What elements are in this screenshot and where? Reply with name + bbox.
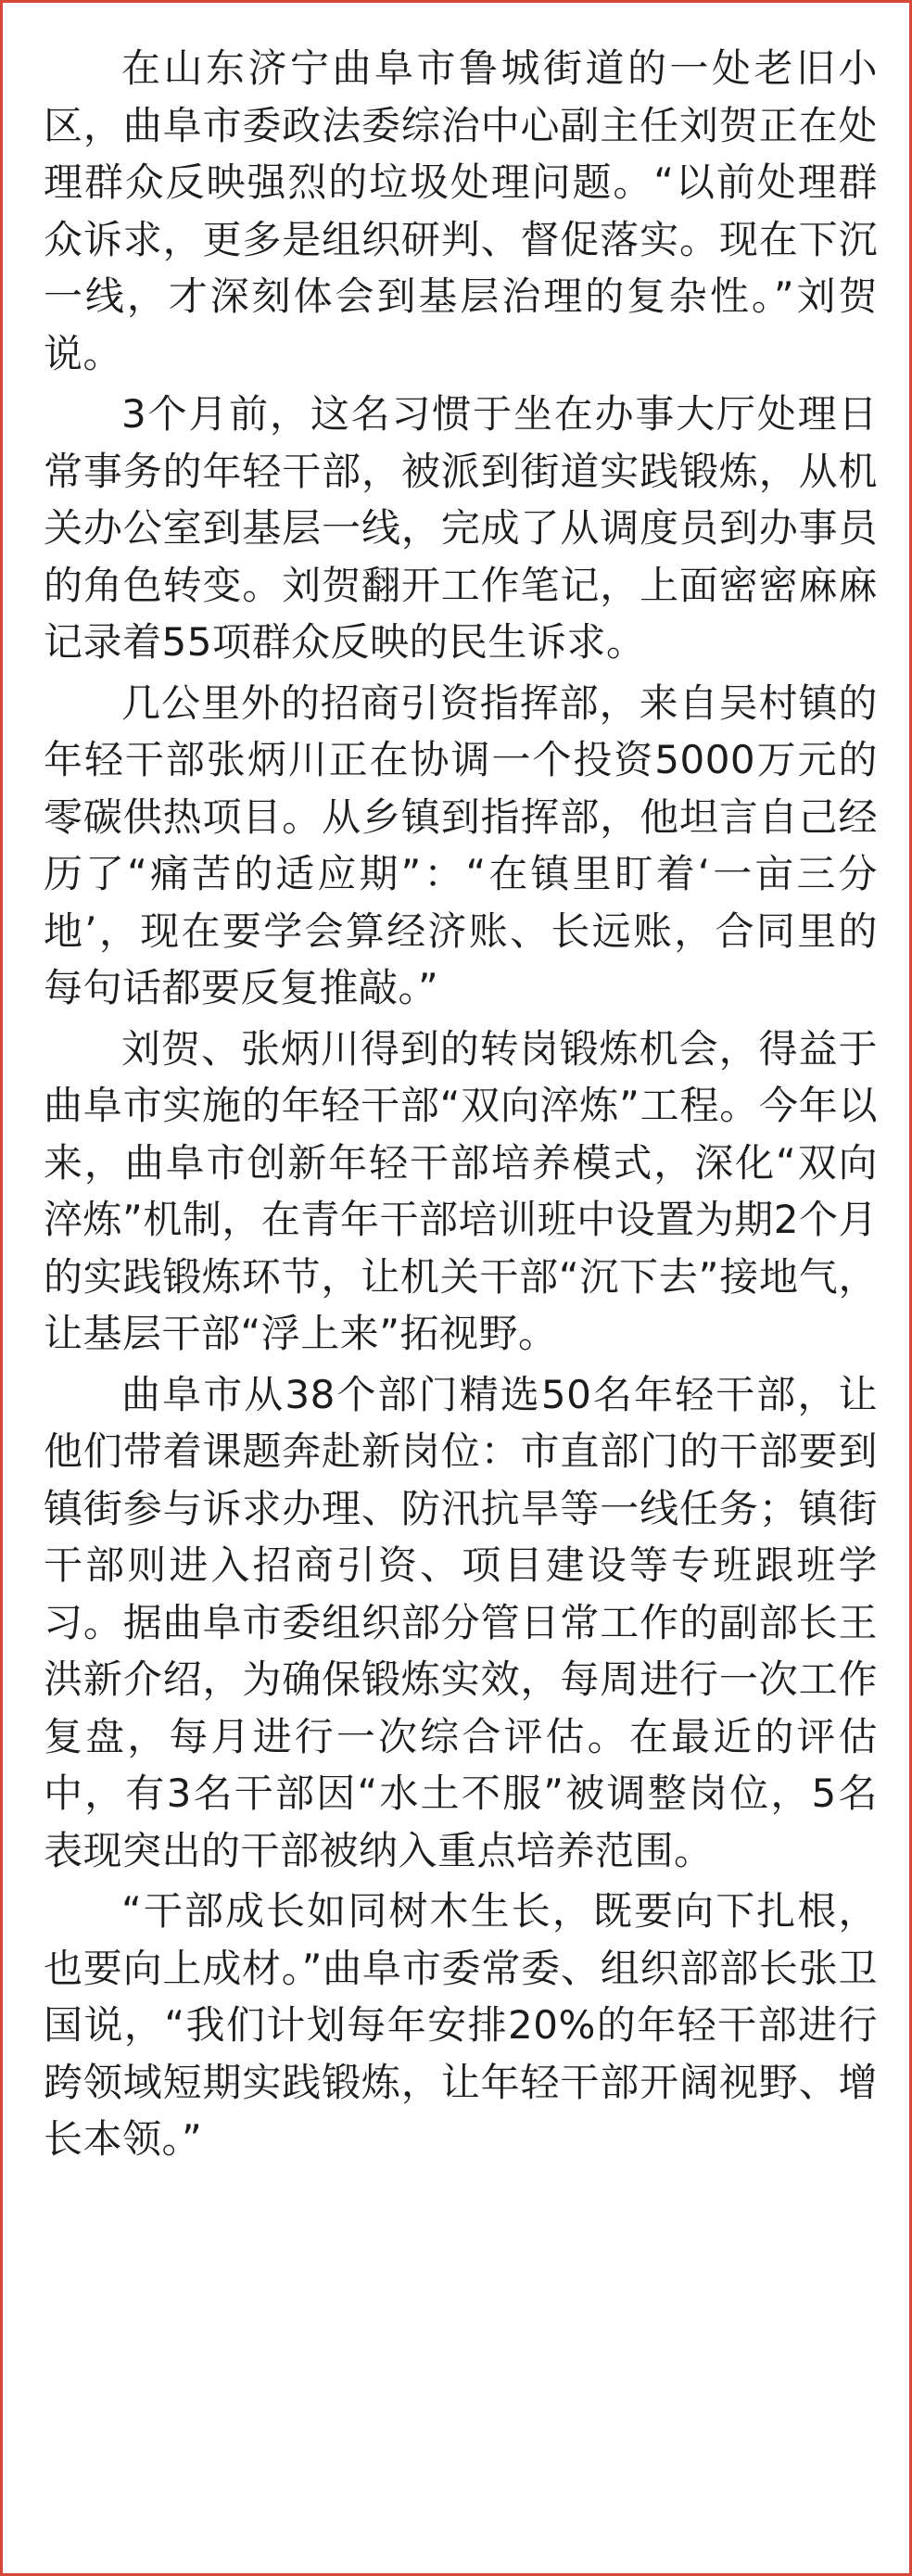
paragraph-5: 曲阜市从38个部门精选50名年轻干部，让他们带着课题奔赴新岗位：市直部门的干部要到镇街参与诉求办理、防汛抗旱等一线任务；镇街干部则进入招商引资、项目建设等专班跟班学习。据曲阜市委组织部分管日常工作的副部长王洪新介绍，为确保锻炼实效，每周进行一次工作复盘，每月进行一次综合评估。在最近的评估中，有3名干部因“水土不服”被调整岗位，5名表现突出的干部被纳入重点培养范围。 bbox=[44, 1371, 878, 1873]
article-body bbox=[44, 40, 878, 2172]
paragraph-1: 在山东济宁曲阜市鲁城街道的一处老旧小区，曲阜市委政法委综治中心副主任刘贺正在处理群众反映强烈的垃圾处理问题。“以前处理群众诉求，更多是组织研判、督促落实。现在下沉一线，才深刻体会到基层治理的复杂性。”刘贺说。 bbox=[44, 45, 878, 376]
paragraph-6: “干部成长如同树木生长，既要向下扎根，也要向上成材。”曲阜市委常委、组织部部长张卫国说，“我们计划每年安排20%的年轻干部进行跨领域短期实践锻炼，让年轻干部开阔视野、增长本领。” bbox=[44, 1888, 878, 2162]
paragraph-4: 刘贺、张炳川得到的转岗锻炼机会，得益于曲阜市实施的年轻干部“双向淬炼”工程。今年以来，曲阜市创新年轻干部培养模式，深化“双向淬炼”机制，在青年干部培训班中设置为期2个月的实践锻炼环节，让机关干部“沉下去”接地气，让基层干部“浮上来”拓视野。 bbox=[44, 1025, 878, 1356]
paragraph-3: 几公里外的招商引资指挥部，来自吴村镇的年轻干部张炳川正在协调一个投资5000万元的零碳供热项目。从乡镇到指挥部，他坦言自己经历了“痛苦的适应期”：“在镇里盯着‘一亩三分地’，现在要学会算经济账、长远账，合同里的每句话都要反复推敲。” bbox=[44, 679, 878, 1010]
paragraph-2: 3个月前，这名习惯于坐在办事大厅处理日常事务的年轻干部，被派到街道实践锻炼，从机关办公室到基层一线，完成了从调度员到办事员的角色转变。刘贺翻开工作笔记，上面密密麻麻记录着55项群众反映的民生诉求。 bbox=[44, 391, 878, 665]
